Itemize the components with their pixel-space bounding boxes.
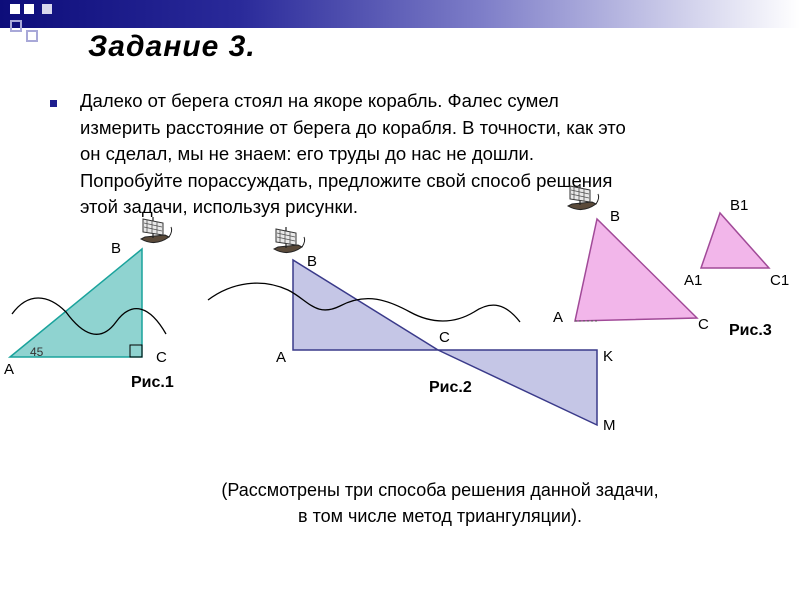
fig2-triangle-abc [293,260,438,350]
problem-line: Попробуйте порассуждать, предложите свой способ решения [80,169,613,191]
fig2-label-k: K [603,348,614,365]
problem-line: он сделал, мы не знаем: его труды до нас не дошли. [80,143,535,164]
fig1-angle-label: 45 [30,345,44,359]
fig3-caption: Рис.3 [729,322,772,339]
fig2-label-m: M [603,417,616,434]
fig3-label-b1: B1 [730,197,749,214]
problem-line: Далеко от берега стоял на якоре корабль. Фалес сумел [80,90,559,111]
fig2-caption: Рис.2 [429,379,472,396]
slide-title: Задание 3. [88,30,256,63]
fig3-triangle-abc [575,219,697,321]
fig3-label-c: C [698,316,709,333]
fig3-label-a1: A1 [684,272,703,289]
footnote-line: в том числе метод триангуляции). [298,506,582,526]
fig2-label-b: B [307,253,318,270]
figure-1 [4,217,174,391]
problem-line: измерить расстояние от берега до корабля. В точности, как это [80,116,626,138]
fig2-label-a: A [276,349,287,366]
fig1-label-b: B [111,240,122,257]
fig3-label-a: A [553,309,564,326]
fig2-label-c: C [439,329,450,346]
fig3-label-c1: C1 [770,272,790,289]
fig1-label-a: A [4,361,15,378]
problem-line: этой задачи, используя рисунки. [80,196,359,217]
ship-icon [568,184,599,210]
footnote [0,477,800,529]
ship-icon [141,217,172,243]
fig1-caption: Рис.1 [131,374,174,391]
figure-3 [553,184,789,339]
fig1-label-c: C [156,349,167,366]
footnote-line: (Рассмотрены три способа решения данной задачи, [221,480,659,500]
figure-2 [208,227,616,434]
fig1-triangle [10,249,142,357]
fig3-triangle-a1b1c1 [701,213,769,268]
ship-icon [274,227,305,253]
fig3-label-b: B [610,208,621,225]
